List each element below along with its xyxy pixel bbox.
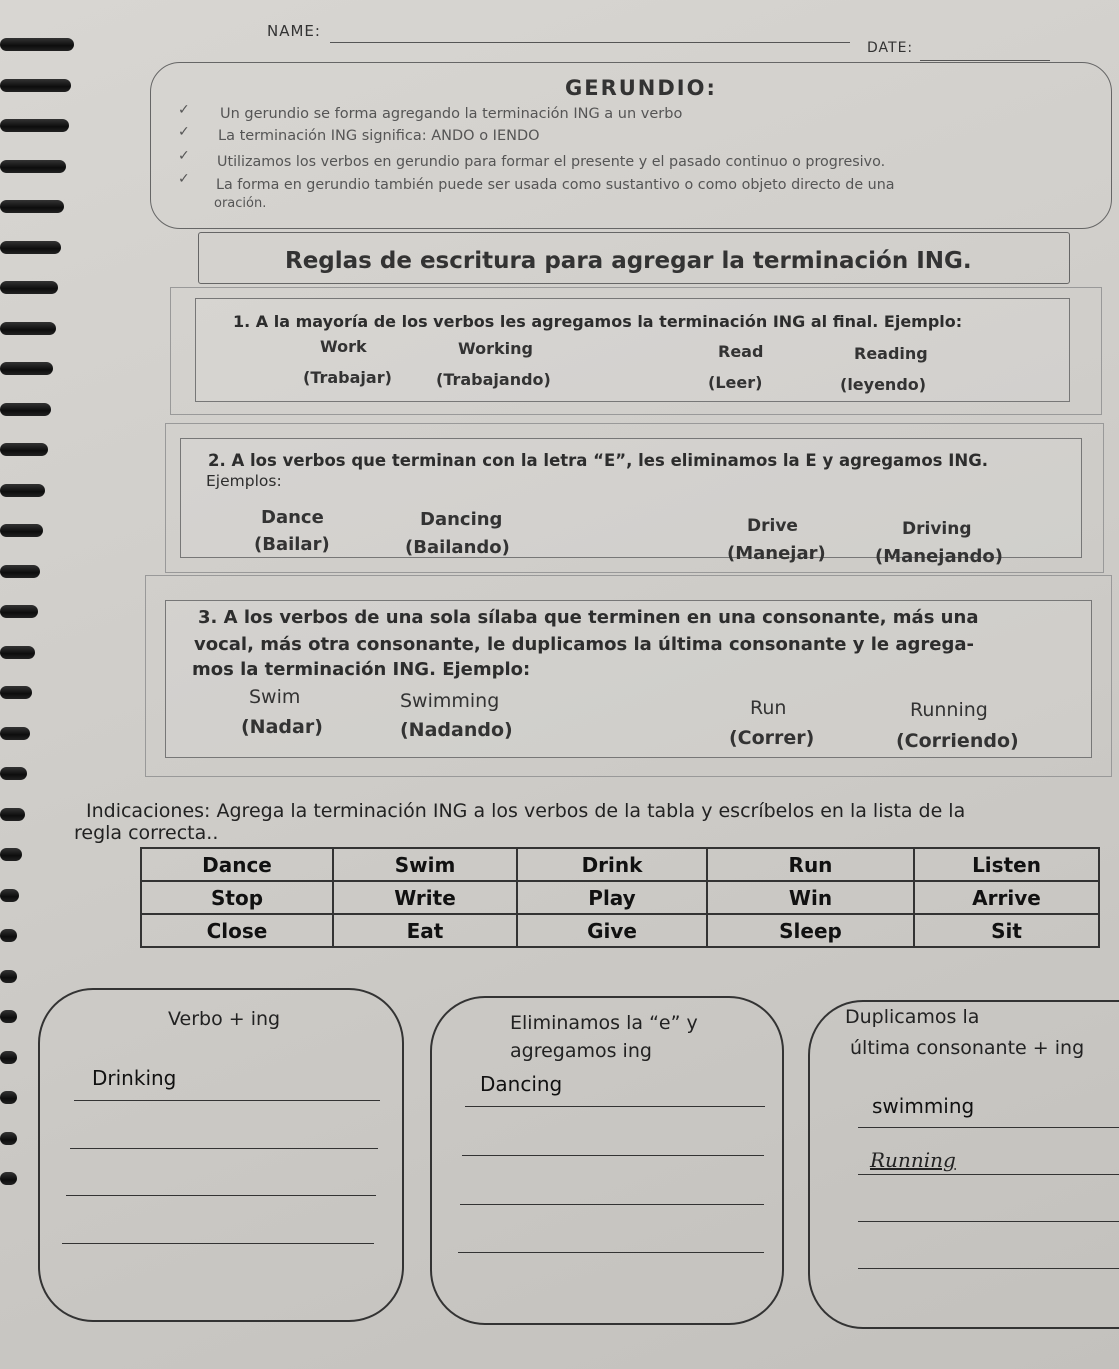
table-cell: Win — [707, 881, 914, 914]
table-cell: Drink — [517, 848, 707, 881]
spiral-ring — [0, 605, 38, 618]
table-cell: Sit — [914, 914, 1099, 947]
answer-line — [858, 1127, 1119, 1128]
answer-line — [858, 1221, 1119, 1222]
name-line — [330, 42, 850, 43]
answer-line — [66, 1195, 376, 1196]
name-label: NAME: — [267, 22, 321, 40]
date-label: DATE: — [867, 40, 914, 56]
rule2-text: 2. A los verbos que terminan con la letra “E”, les eliminamos la E y agregamos ING. — [208, 451, 989, 470]
spiral-ring — [0, 889, 19, 902]
rule2-text: Ejemplos: — [206, 472, 282, 490]
table-cell: Listen — [914, 848, 1099, 881]
spiral-ring — [0, 646, 35, 659]
spiral-ring — [0, 403, 51, 416]
table-cell: Swim — [333, 848, 517, 881]
rule2-example: Dance — [261, 507, 324, 528]
check-icon: ✓ — [178, 171, 190, 187]
column-heading: agregamos ing — [510, 1040, 652, 1062]
spiral-ring — [0, 848, 22, 861]
gerundio-bullet: La forma en gerundio también puede ser usada como sustantivo o como objeto directo de una — [216, 177, 895, 193]
rule3-text: mos la terminación ING. Ejemplo: — [192, 659, 531, 680]
column-heading: Eliminamos la “e” y — [510, 1012, 698, 1034]
rule1-example: Working — [458, 339, 533, 358]
spiral-ring — [0, 524, 43, 537]
spiral-ring — [0, 970, 17, 983]
answer-line — [460, 1204, 764, 1205]
table-cell: Eat — [333, 914, 517, 947]
spiral-ring — [0, 484, 45, 497]
spiral-ring — [0, 38, 74, 51]
table-cell: Sleep — [707, 914, 914, 947]
rules-title: Reglas de escritura para agregar la terminación ING. — [285, 248, 972, 274]
rule3-text: 3. A los verbos de una sola sílaba que terminen en una consonante, más una — [198, 607, 979, 628]
instructions-line: regla correcta.. — [74, 822, 219, 844]
spiral-ring — [0, 727, 30, 740]
rule1-example: (Trabajar) — [303, 368, 392, 387]
rule2-example: (Bailando) — [405, 537, 510, 558]
check-icon: ✓ — [178, 148, 190, 164]
answer-line — [462, 1155, 764, 1156]
spiral-ring — [0, 241, 61, 254]
answer-line — [858, 1268, 1119, 1269]
spiral-ring — [0, 767, 27, 780]
rule1-example: Read — [718, 342, 764, 361]
table-cell: Dance — [141, 848, 333, 881]
table-cell: Write — [333, 881, 517, 914]
spiral-ring — [0, 1132, 17, 1145]
spiral-ring — [0, 281, 58, 294]
rule2-example: (Manejando) — [875, 546, 1003, 567]
spiral-ring — [0, 200, 64, 213]
check-icon: ✓ — [178, 124, 190, 140]
rule1-example: (Trabajando) — [436, 370, 551, 389]
table-cell: Give — [517, 914, 707, 947]
spiral-ring — [0, 1010, 17, 1023]
column-heading: última consonante + ing — [850, 1037, 1085, 1059]
rule3-example: (Nadando) — [400, 719, 513, 741]
rule3-example: (Correr) — [729, 727, 815, 749]
spiral-ring — [0, 686, 32, 699]
gerundio-bullet: oración. — [214, 196, 267, 211]
spiral-ring — [0, 1091, 17, 1104]
table-row — [141, 881, 1099, 914]
column-heading: Duplicamos la — [845, 1006, 980, 1028]
rule1-example: (Leer) — [708, 373, 763, 392]
rule1-example: Work — [320, 337, 367, 356]
answer-line — [458, 1252, 764, 1253]
table-row — [141, 914, 1099, 947]
spiral-ring — [0, 443, 48, 456]
rule1-example: (leyendo) — [840, 375, 927, 394]
rule1-example: Reading — [854, 344, 928, 363]
rule2-example: Drive — [747, 516, 798, 536]
gerundio-title: GERUNDIO: — [565, 76, 717, 100]
answer-line — [858, 1174, 1119, 1175]
spiral-ring — [0, 322, 56, 335]
rule2-example: (Manejar) — [727, 543, 826, 564]
rule3-example: Swimming — [400, 690, 500, 712]
spiral-ring — [0, 160, 66, 173]
column-verb-ing — [38, 988, 404, 1322]
answer-text: swimming — [872, 1094, 975, 1118]
rule3-example: Swim — [249, 686, 301, 708]
gerundio-bullet: Un gerundio se forma agregando la terminación ING a un verbo — [220, 106, 683, 122]
rule3-text: vocal, más otra consonante, le duplicamos la última consonante y le agrega- — [194, 634, 975, 655]
check-icon: ✓ — [178, 102, 190, 118]
gerundio-bullet: Utilizamos los verbos en gerundio para formar el presente y el pasado continuo o progresivo. — [217, 154, 886, 170]
spiral-ring — [0, 929, 17, 942]
verb-table — [140, 847, 1100, 948]
rule1-text: 1. A la mayoría de los verbos les agregamos la terminación ING al final. Ejemplo: — [233, 312, 963, 331]
table-cell: Play — [517, 881, 707, 914]
answer-text: Drinking — [92, 1066, 177, 1090]
rule3-example: Running — [910, 699, 988, 721]
table-cell: Stop — [141, 881, 333, 914]
rule2-example: Dancing — [420, 509, 503, 530]
rule3-example: (Nadar) — [241, 716, 323, 738]
spiral-ring — [0, 565, 40, 578]
spiral-ring — [0, 79, 71, 92]
table-row — [141, 848, 1099, 881]
answer-line — [465, 1106, 765, 1107]
answer-handwritten: Running — [870, 1148, 956, 1172]
answer-line — [62, 1243, 374, 1244]
rule3-example: Run — [750, 697, 787, 719]
spiral-ring — [0, 119, 69, 132]
rule3-example: (Corriendo) — [896, 730, 1019, 752]
table-cell: Close — [141, 914, 333, 947]
spiral-ring — [0, 808, 25, 821]
gerundio-bullet: La terminación ING significa: ANDO o IENDO — [218, 128, 540, 144]
spiral-ring — [0, 1051, 17, 1064]
spiral-ring — [0, 1172, 17, 1185]
instructions-line: Indicaciones: Agrega la terminación ING a los verbos de la tabla y escríbelos en la lista de la — [86, 800, 966, 822]
table-cell: Run — [707, 848, 914, 881]
answer-text: Dancing — [480, 1072, 563, 1096]
rule2-example: (Bailar) — [254, 534, 330, 555]
answer-line — [70, 1148, 378, 1149]
column-heading: Verbo + ing — [168, 1008, 281, 1030]
date-line — [920, 60, 1050, 61]
table-cell: Arrive — [914, 881, 1099, 914]
spiral-ring — [0, 362, 53, 375]
answer-line — [74, 1100, 380, 1101]
rule2-example: Driving — [902, 519, 972, 539]
